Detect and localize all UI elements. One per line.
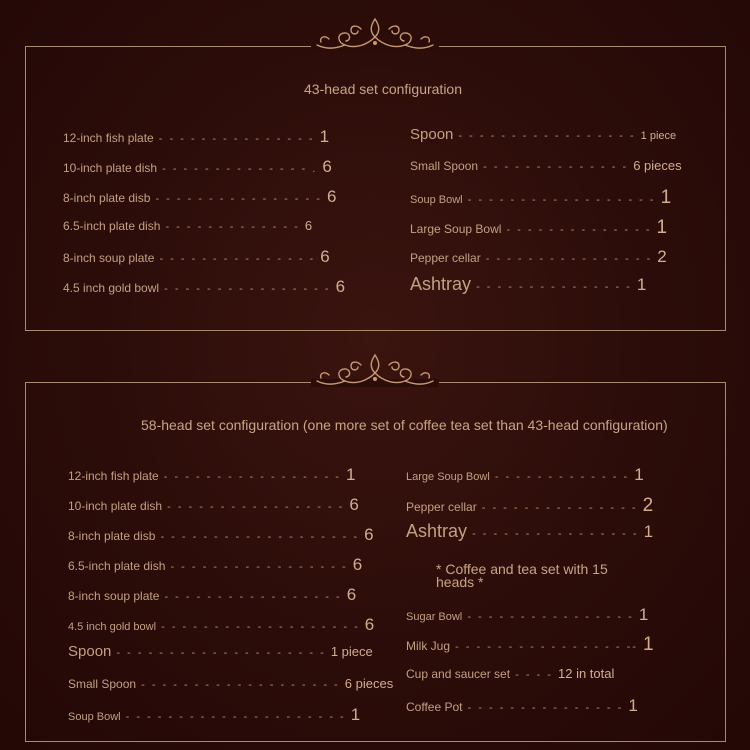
- leader-dashes: - - - - - - - - - - - - - - - -: [150, 193, 327, 205]
- leader-dashes: - - - - - - - - - - - - - - - - - - -: [155, 531, 365, 543]
- item-quantity: 1: [636, 275, 647, 294]
- item-quantity: 2: [642, 495, 654, 516]
- leader-dashes: - - - - - - - - - - - - - - - - --: [450, 641, 643, 653]
- item-label: Spoon: [410, 126, 454, 143]
- list-item: [410, 187, 671, 209]
- item-label: 4.5 inch gold bowl: [63, 281, 160, 295]
- item-quantity: 1: [643, 522, 654, 541]
- leader-dashes: - - - - - - - - - - - - - - - - -: [162, 501, 350, 513]
- leader-dashes: - - - - - - - - - - - - - - - - -: [453, 130, 641, 142]
- list-item: [406, 465, 644, 485]
- list-item: [63, 157, 332, 177]
- list-item: [63, 187, 336, 207]
- item-label: 8-inch plate disb: [68, 529, 156, 543]
- item-label: Milk Jug: [406, 639, 451, 653]
- item-quantity: 6: [304, 218, 313, 233]
- leader-dashes: - - - - - - - - - - - - - - - -: [480, 253, 658, 265]
- item-quantity: 1: [660, 187, 672, 208]
- item-label: 6.5-inch plate dish: [68, 559, 166, 573]
- item-label: Small Spoon: [68, 677, 137, 691]
- leader-dashes: - - - - - - - - - - - - - - - - - - - - -: [120, 711, 351, 723]
- item-label: 8-inch plate disb: [63, 191, 151, 205]
- item-quantity: 12 in total: [558, 666, 615, 681]
- leader-dashes: - - - - - - - - - - - - - - - -: [467, 528, 644, 540]
- item-label: 10-inch plate dish: [68, 499, 163, 513]
- leader-dashes: - - - - - - - - - - - - - - - - -: [159, 591, 347, 603]
- list-item: [410, 126, 676, 144]
- leader-dashes: - - - - - - - - - - - - - - -: [462, 702, 629, 714]
- item-quantity: 6: [352, 555, 363, 574]
- leader-dashes: - - - - - - - - - - - - - - -: [153, 133, 320, 145]
- item-label: Large Soup Bowl: [406, 471, 490, 483]
- ornament-divider-icon: [311, 15, 439, 55]
- list-item: [68, 465, 356, 485]
- list-item: [68, 615, 374, 635]
- leader-dashes: - - - - - - - - - - - - - - - - - -: [462, 194, 661, 206]
- item-label: 8-inch soup plate: [63, 251, 155, 265]
- panel-title-43: 43-head set configuration: [304, 81, 462, 97]
- list-item: [406, 696, 638, 716]
- item-label: Cup and saucer set: [406, 667, 511, 681]
- leader-dashes: - - - -: [510, 669, 558, 681]
- item-quantity: 6: [346, 585, 357, 604]
- leader-dashes: - - - - - - - - - - - - - -: [501, 224, 657, 236]
- panel-title-58: 58-head set configuration (one more set of coffee tea set than 43-head configuration): [141, 417, 668, 433]
- list-item: [68, 643, 373, 661]
- item-label: 12-inch fish plate: [63, 131, 154, 145]
- list-item: [63, 277, 345, 297]
- list-item: [63, 217, 312, 235]
- ornament-divider-icon: [311, 351, 439, 391]
- item-quantity: 6: [364, 615, 375, 634]
- leader-dashes: - - - - - - - - - - - - - -: [478, 161, 634, 173]
- item-quantity: 6: [320, 247, 330, 266]
- leader-dashes: - - - - - - - - - - - - - - - -: [159, 283, 336, 295]
- list-item: [410, 274, 646, 295]
- item-quantity: 6 pieces: [633, 158, 682, 173]
- item-label: 6.5-inch plate dish: [63, 219, 161, 233]
- list-item: [410, 247, 667, 267]
- item-quantity: 1: [642, 634, 654, 655]
- leader-dashes: - - - - - - - - - - - - - - - - -: [165, 561, 353, 573]
- leader-dashes: - - - - - - - - - - - - -: [160, 221, 305, 233]
- leader-dashes: - - - - - - - - - - - - -: [489, 471, 635, 483]
- list-item: [68, 555, 362, 575]
- item-label: Soup Bowl: [410, 194, 463, 206]
- list-item: [63, 247, 330, 267]
- list-item: [410, 217, 667, 239]
- leader-dashes: - - - - - - - - - - - - - - - -: [462, 611, 639, 623]
- list-item: [406, 634, 654, 656]
- item-quantity: 1: [638, 605, 649, 624]
- item-quantity: 6: [364, 525, 374, 544]
- item-quantity: 1 piece: [330, 644, 373, 659]
- item-quantity: 1: [346, 465, 356, 484]
- list-item: [410, 157, 682, 175]
- item-label: Large Soup Bowl: [410, 222, 502, 236]
- leader-dashes: - - - - - - - - - - - - - - - - - - - -: [111, 647, 331, 659]
- item-label: Sugar Bowl: [406, 611, 463, 623]
- list-item: [406, 495, 653, 517]
- list-item: [68, 675, 393, 693]
- item-label: 8-inch soup plate: [68, 589, 160, 603]
- list-item: [68, 585, 356, 605]
- item-quantity: 6 pieces: [344, 676, 394, 691]
- item-label: Pepper cellar: [406, 500, 477, 514]
- item-quantity: 6: [326, 187, 337, 206]
- item-quantity: 1: [350, 705, 361, 724]
- item-quantity: 6: [349, 495, 359, 514]
- item-quantity: 1: [628, 696, 638, 715]
- coffee-tea-set-note: * Coffee and tea set with 15 heads *: [436, 561, 608, 590]
- list-item: [68, 525, 374, 545]
- leader-dashes: - - - - - - - - - - - - - - -: [154, 253, 321, 265]
- item-label: Small Spoon: [410, 159, 479, 173]
- leader-dashes: - - - - - - - - - - - - - - -: [476, 502, 643, 514]
- list-item: [68, 705, 360, 725]
- item-quantity: 1 piece: [640, 130, 677, 142]
- list-item: [406, 605, 648, 625]
- item-label: Coffee Pot: [406, 700, 463, 714]
- item-quantity: 6: [322, 157, 332, 176]
- leader-dashes: - - - - - - - - - - - - - - .: [157, 163, 323, 175]
- list-item: [68, 495, 359, 515]
- leader-dashes: - - - - - - - - - - - - - - - - - - -: [156, 621, 365, 633]
- item-quantity: 1: [656, 217, 668, 238]
- item-quantity: 2: [657, 247, 667, 266]
- item-label: 4.5 inch gold bowl: [68, 621, 157, 633]
- leader-dashes: - - - - - - - - - - - - - - - - - - -: [136, 679, 345, 691]
- item-label: Spoon: [68, 643, 112, 660]
- item-label: Pepper cellar: [410, 251, 481, 265]
- leader-dashes: - - - - - - - - - - - - - - - - -: [158, 471, 347, 483]
- item-label: Ashtray: [406, 521, 468, 541]
- list-item: [406, 665, 614, 683]
- list-item: [63, 127, 329, 147]
- item-quantity: 1: [634, 465, 644, 484]
- item-label: Ashtray: [410, 274, 472, 294]
- leader-dashes: - - - - - - - - - - - - - - -: [471, 281, 637, 293]
- item-quantity: 6: [335, 277, 346, 296]
- item-label: 12-inch fish plate: [68, 469, 159, 483]
- item-quantity: 1: [319, 127, 330, 146]
- item-label: Soup Bowl: [68, 711, 121, 723]
- item-label: 10-inch plate dish: [63, 161, 158, 175]
- list-item: [406, 521, 653, 542]
